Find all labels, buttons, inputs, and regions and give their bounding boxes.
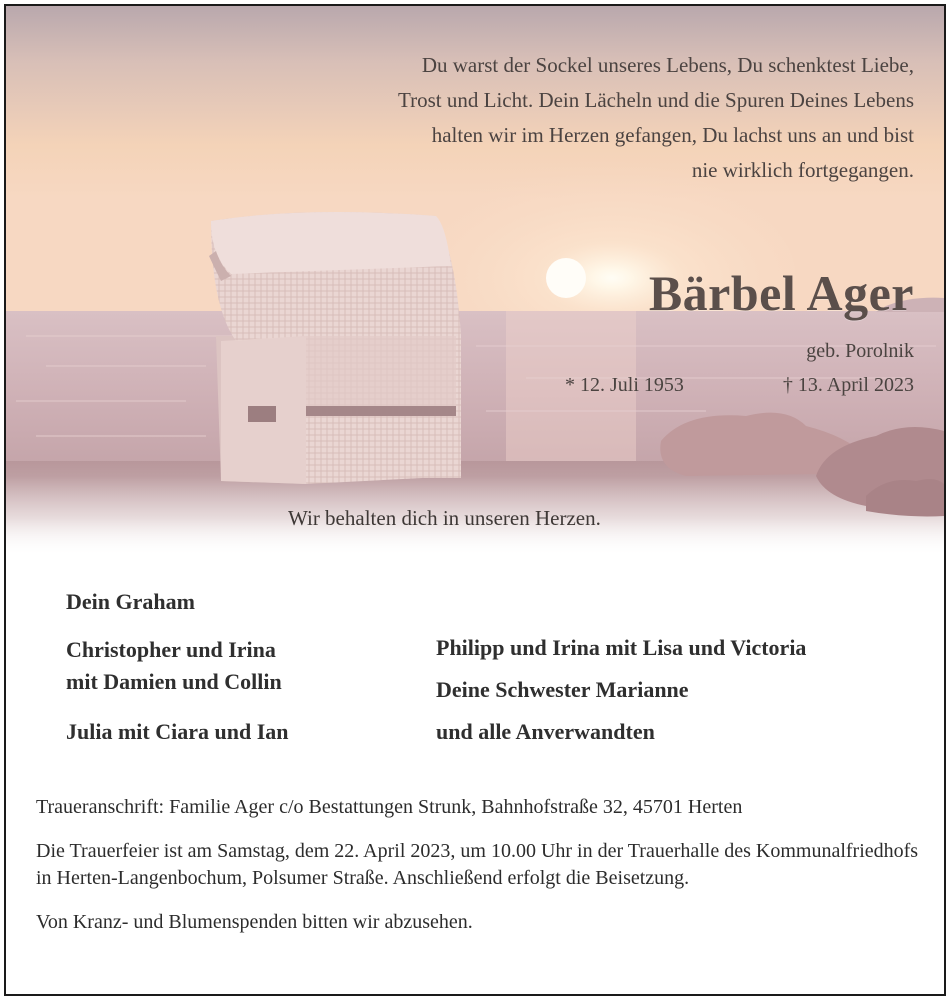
ceremony-info: Die Trauerfeier ist am Samstag, dem 22. April 2023, um 10.00 Uhr in der Trauerhalle des Kommunalfriedhofs in Herten-Langenbochum, Polsumer Straße. Anschließend erfolgt die Beisetzung. [36,840,919,889]
family-member: Julia mit Ciara und Ian [66,719,289,744]
deceased-name: Bärbel Ager [648,265,914,321]
quote-line: Du warst der Sockel unseres Lebens, Du schenktest Liebe, [421,53,914,77]
birth-date: * 12. Juli 1953 [565,374,684,396]
quote-line: nie wirklich fortgegangen. [691,158,914,182]
family-group [66,586,396,618]
beach-chair [209,212,461,484]
family-member: Deine Schwester Marianne [436,677,689,702]
family-left-column [66,586,396,748]
quote-line: halten wir im Herzen gefangen, Du lachst uns an und bist [431,123,914,147]
mourning-address: Traueranschrift: Familie Ager c/o Bestattungen Strunk, Bahnhofstraße 32, 45701 Herten [36,796,743,818]
death-date: † 13. April 2023 [782,374,914,396]
family-member: Philipp und Irina mit Lisa und Victoria [436,635,807,660]
funeral-notices [36,794,926,953]
sunset-beach-photo [6,6,944,556]
family-group [66,716,396,748]
maiden-name: geb. Porolnik [806,340,914,362]
family-member: mit Damien und Collin [66,669,282,694]
donation-note: Von Kranz- und Blumenspenden bitten wir abzusehen. [36,911,473,933]
motto: Wir behalten dich in unseren Herzen. [288,506,601,530]
family-member: Dein Graham [66,589,195,614]
family-group [66,634,396,698]
obituary-card [4,4,946,996]
family-right-column [436,632,916,758]
memorial-quote [274,48,914,188]
family-member: und alle Anverwandten [436,719,655,744]
family-member: Christopher und Irina [66,637,276,662]
family-section [6,556,944,786]
quote-line: Trost und Licht. Dein Lächeln und die Spuren Deines Lebens [398,88,914,112]
